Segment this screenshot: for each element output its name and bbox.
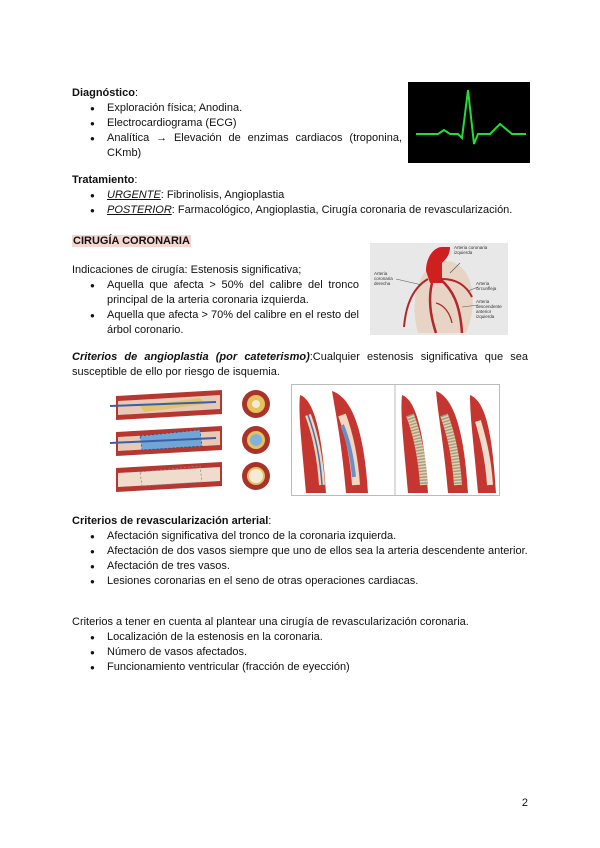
revascularizacion-section: [72, 514, 528, 589]
angioplasty-panels-illustration: [292, 385, 499, 495]
list-item: ● Aquella que afecta > 50% del calibre del tronco principal de la arteria coronaria izquierda.: [72, 278, 359, 308]
cirugia-title-wrap: [72, 234, 191, 249]
tratamiento-section: [72, 173, 532, 218]
angioplastia-text: Cualquier estenosis significativa que sea susceptible de ello por riesgo de isquemia.: [72, 351, 528, 378]
list-item: ● Afectación significativa del tronco de la coronaria izquierda.: [72, 529, 528, 544]
list-item: ● Número de vasos afectados.: [72, 645, 528, 660]
stent-stages-figure: [110, 384, 280, 498]
ecg-trace: [408, 82, 530, 163]
ecg-figure: [408, 82, 530, 163]
section-title: CIRUGÍA CORONARIA: [73, 235, 190, 247]
stage-2: [110, 426, 270, 456]
list-item: ● Analítica → Elevación de enzimas cardiacos (troponina, CKmb): [72, 131, 402, 161]
list-item: ● Aquella que afecta > 70% del calibre en el resto del árbol coronario.: [72, 308, 359, 338]
criterios-cirugia-list: [72, 630, 528, 675]
stage-1: [110, 390, 270, 420]
list-item: ● Localización de la estenosis en la coronaria.: [72, 630, 528, 645]
label-coronaria-izquierda: Arteria coronaria izquierda: [454, 245, 488, 255]
criterios-cirugia-section: [72, 615, 528, 675]
angioplasty-panels-figure: [291, 384, 500, 496]
list-item: ● Funcionamiento ventricular (fracción de eyección): [72, 660, 528, 675]
diagnostico-list: [72, 101, 402, 161]
label-descendente-anterior: Arteria descendente anterior izquierda: [476, 299, 502, 319]
label-circunfleja: Arteria circunfleja: [476, 281, 497, 291]
heart-figure: [370, 243, 508, 335]
list-item: ● Afectación de dos vasos siempre que uno de ellos sea la arteria descendente anterior.: [72, 544, 528, 559]
list-item: ● Afectación de tres vasos.: [72, 559, 528, 574]
angioplastia-paragraph: Criterios de angioplastia (por cateterismo):Cualquier estenosis significativa que sea susceptible de ello por riesgo de isquemia.: [72, 351, 528, 378]
list-item: ● Exploración física; Anodina.: [72, 101, 402, 116]
tratamiento-list: [72, 188, 532, 218]
list-item: ● Lesiones coronarias en el seno de otras operaciones cardiacas.: [72, 574, 528, 589]
label-coronaria-derecha: Arteria coronaria derecha: [374, 271, 393, 286]
tratamiento-heading: Tratamiento:: [72, 174, 138, 186]
cirugia-intro: Indicaciones de cirugía: Estenosis significativa;: [72, 264, 302, 276]
stent-panel: [401, 391, 496, 493]
criterios-cirugia-intro: Criterios a tener en cuenta al plantear una cirugía de revascularización coronaria.: [72, 616, 469, 628]
list-item: ● Electrocardiograma (ECG): [72, 116, 402, 131]
balloon-panel: [299, 391, 368, 493]
stent-stages-illustration: [110, 384, 280, 498]
revascularizacion-list: [72, 529, 528, 589]
diagnostico-section: [72, 86, 402, 161]
cirugia-list: [72, 278, 359, 338]
page-number: 2: [521, 797, 528, 809]
list-item: ● URGENTE: Fibrinolisis, Angioplastia: [72, 188, 532, 203]
cirugia-section: [72, 263, 359, 338]
stage-3: [116, 462, 270, 492]
revascularizacion-heading: Criterios de revascularización arterial:: [72, 515, 272, 527]
list-item: ● POSTERIOR: Farmacológico, Angioplastia, Cirugía coronaria de revascularización.: [72, 203, 532, 218]
diagnostico-heading: Diagnóstico:: [72, 87, 139, 99]
angioplastia-label: Criterios de angioplastia (por cateterismo): [72, 351, 310, 363]
